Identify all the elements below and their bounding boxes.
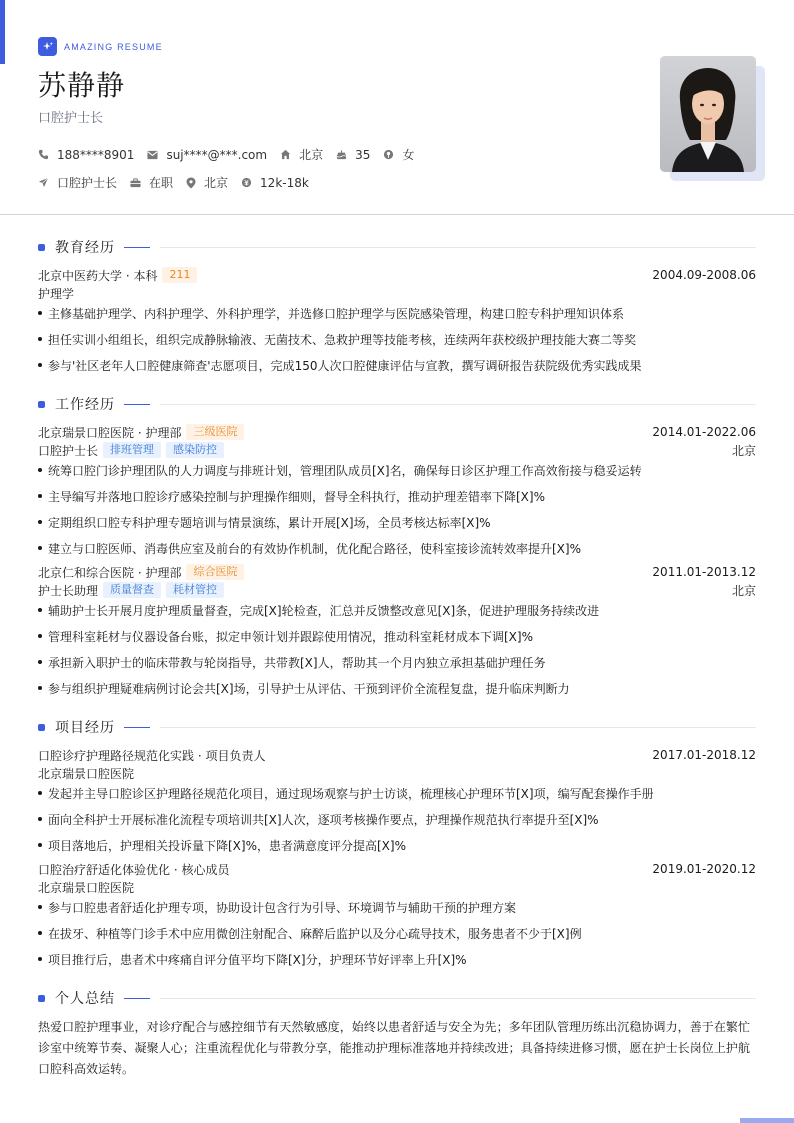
- section-rule: [160, 247, 756, 248]
- list-item: 发起并主导口腔诊区护理路径规范化项目，通过现场观察与护士访谈，梳理核心护理环节[X]项，编写配套操作手册: [38, 784, 756, 802]
- gender-text: 女: [402, 148, 415, 162]
- section-dot: [38, 724, 45, 731]
- section-education: [38, 237, 756, 257]
- money-icon: [241, 177, 252, 188]
- section-title-text: 个人总结: [55, 991, 115, 1007]
- location-pin-icon: [186, 177, 196, 189]
- education-header: [38, 266, 756, 284]
- candidate-name: 苏静静: [38, 69, 126, 102]
- section-rule: [160, 998, 756, 999]
- section-summary: [38, 988, 756, 1008]
- list-item: 项目落地后，护理相关投诉量下降[X]%，患者满意度评分提高[X]%: [38, 836, 756, 854]
- education-major-row: [38, 284, 756, 302]
- target-role-text: 口腔护士长: [57, 176, 118, 190]
- list-item: 参与组织护理疑难病例讨论会共[X]场，引导护士从评估、干预到评价全流程复盘，提升临床判断力: [38, 679, 756, 697]
- skill-tag: 耗材管控: [166, 582, 224, 598]
- salary-info: [241, 176, 309, 190]
- list-item: 在拔牙、种植等门诊手术中应用微创注射配合、麻醉后监护以及分心疏导技术，服务患者不少于[X]例: [38, 924, 756, 942]
- project-date: 2017.01-2018.12: [652, 748, 756, 762]
- project-name: 口腔诊疗护理路径规范化实践 · 项目负责人: [38, 748, 266, 763]
- section-accent-line: [124, 404, 150, 405]
- header-divider: [0, 214, 794, 215]
- section-dot: [38, 244, 45, 251]
- section-rule: [160, 404, 756, 405]
- skill-tag: 排班管理: [103, 442, 161, 458]
- project-date: 2019.01-2020.12: [652, 862, 756, 876]
- school-tag: 211: [162, 267, 197, 283]
- gender-info: [383, 146, 414, 163]
- section-title-text: 项目经历: [55, 720, 115, 736]
- home-icon: [280, 149, 291, 160]
- school-name: 北京中医药大学 · 本科: [38, 268, 158, 283]
- project-header: [38, 860, 756, 878]
- work-position: 口腔护士长: [38, 443, 99, 458]
- work-org: 北京仁和综合医院 · 护理部: [38, 565, 182, 580]
- status-text: 在职: [149, 176, 174, 190]
- work-location: 北京: [731, 443, 756, 458]
- candidate-role: 口腔护士长: [38, 111, 104, 126]
- email-text: suj****@***.com: [166, 147, 268, 162]
- status-info: [130, 174, 173, 191]
- education-date: 2004.09-2008.06: [652, 268, 756, 282]
- work-position-row: [38, 441, 756, 459]
- city-text: 北京: [299, 148, 324, 162]
- phone-info: [38, 148, 134, 162]
- list-item: 建立与口腔医师、消毒供应室及前台的有效协作机制，优化配合路径，使科室接诊流转效率提升[X]%: [38, 539, 756, 557]
- phone-text: 188****8901: [57, 147, 135, 162]
- city-info: [280, 146, 323, 163]
- gender-icon: [383, 149, 394, 160]
- send-icon: [38, 177, 49, 188]
- project-org-row: [38, 764, 756, 782]
- work-header: [38, 563, 756, 581]
- skill-tag: 质量督查: [103, 582, 161, 598]
- list-item: 辅助护士长开展月度护理质量督查，完成[X]轮检查，汇总并反馈整改意见[X]条，促进护理服务持续改进: [38, 601, 756, 619]
- project-org: 北京瑞景口腔医院: [38, 766, 135, 781]
- project-name: 口腔治疗舒适化体验优化 · 核心成员: [38, 862, 230, 877]
- work-position: 护士长助理: [38, 583, 99, 598]
- list-item: 主修基础护理学、内科护理学、外科护理学，并选修口腔护理学与医院感染管理，构建口腔专科护理知识体系: [38, 304, 756, 322]
- list-item: 参与'社区老年人口腔健康筛查'志愿项目，完成150人次口腔健康评估与宣教，撰写调研报告获院级优秀实践成果: [38, 356, 756, 374]
- project-org: 北京瑞景口腔医院: [38, 880, 135, 895]
- job-intent-row: [38, 174, 322, 191]
- section-dot: [38, 401, 45, 408]
- target-city-info: [186, 174, 228, 191]
- target-role-info: [38, 174, 117, 191]
- list-item: 定期组织口腔专科护理专题培训与情景演练，累计开展[X]场，全员考核达标率[X]%: [38, 513, 756, 531]
- section-title-text: 工作经历: [55, 397, 115, 413]
- list-item: 主导编写并落地口腔诊疗感染控制与护理操作细则，督导全科执行，推动护理差错率下降[X]%: [38, 487, 756, 505]
- summary-text: 热爱口腔护理事业，对诊疗配合与感控细节有天然敏感度，始终以患者舒适与安全为先；多年团队管理历练出沉稳协调力，善于在繁忙诊室中统筹节奏、凝聚人心；注重流程优化与带教分享，能推动护理标准落地并持续改进；具备持续进修习惯，愿在护士长岗位上护航口腔科高效运转。: [38, 1020, 750, 1076]
- major: 护理学: [38, 286, 75, 301]
- work-org: 北京瑞景口腔医院 · 护理部: [38, 425, 182, 440]
- work-header: [38, 423, 756, 441]
- brand: [38, 37, 163, 56]
- project-org-row: [38, 878, 756, 896]
- age-text: 35: [355, 147, 371, 162]
- section-dot: [38, 995, 45, 1002]
- work-org-tag: 综合医院: [186, 564, 244, 580]
- work-date: 2014.01-2022.06: [652, 425, 756, 439]
- work-org-tag: 三级医院: [186, 424, 244, 440]
- section-accent-line: [124, 247, 150, 248]
- age-info: [336, 148, 370, 162]
- profile-photo: [660, 56, 756, 172]
- list-item: 项目推行后，患者术中疼痛自评分值平均下降[X]分，护理环节好评率上升[X]%: [38, 950, 756, 968]
- email-info: [147, 148, 267, 162]
- list-item: 承担新入职护士的临床带教与轮岗指导，共带教[X]人，帮助其一个月内独立承担基础护理任务: [38, 653, 756, 671]
- salary-text: 12k-18k: [260, 175, 309, 190]
- target-city-text: 北京: [204, 176, 229, 190]
- work-date: 2011.01-2013.12: [652, 565, 756, 579]
- phone-icon: [38, 149, 49, 160]
- work-position-row: [38, 581, 756, 599]
- list-item: 管理科室耗材与仪器设备台账，拟定申领计划并跟踪使用情况，推动科室耗材成本下调[X]%: [38, 627, 756, 645]
- left-accent-bar: [0, 0, 5, 64]
- list-item: 担任实训小组组长，组织完成静脉输液、无菌技术、急救护理等技能考核，连续两年获校级护理技能大赛二等奖: [38, 330, 756, 348]
- section-rule: [160, 727, 756, 728]
- briefcase-icon: [130, 178, 141, 188]
- section-accent-line: [124, 727, 150, 728]
- section-work: [38, 394, 756, 414]
- sparkle-icon: [38, 37, 57, 56]
- contact-row: [38, 146, 427, 163]
- section-title-text: 教育经历: [55, 240, 115, 256]
- cake-icon: [336, 149, 347, 160]
- section-projects: [38, 717, 756, 737]
- brand-text: AMAZING RESUME: [64, 41, 163, 52]
- project-header: [38, 746, 756, 764]
- skill-tag: 感染防控: [166, 442, 224, 458]
- list-item: 统筹口腔门诊护理团队的人力调度与排班计划，管理团队成员[X]名，确保每日诊区护理工作高效衔接与稳妥运转: [38, 461, 756, 479]
- section-accent-line: [124, 998, 150, 999]
- list-item: 面向全科护士开展标准化流程专项培训共[X]人次，逐项考核操作要点，护理操作规范执行率提升至[X]%: [38, 810, 756, 828]
- mail-icon: [147, 150, 158, 160]
- list-item: 参与口腔患者舒适化护理专项，协助设计包含行为引导、环境调节与辅助干预的护理方案: [38, 898, 756, 916]
- bottom-accent-bar: [740, 1118, 794, 1123]
- work-location: 北京: [731, 583, 756, 598]
